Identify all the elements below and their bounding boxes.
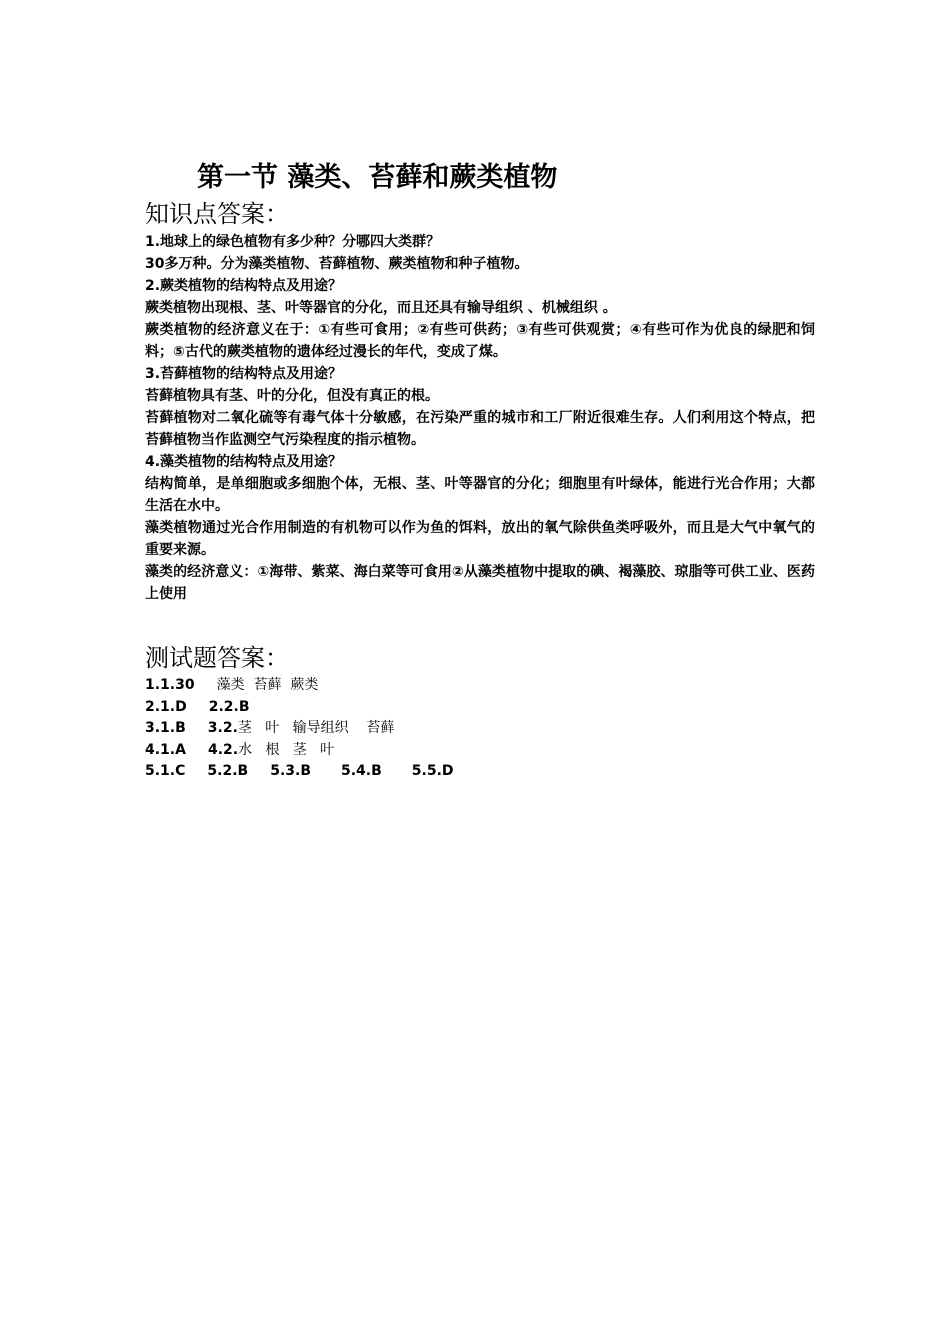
question-1: 1.地球上的绿色植物有多少种？分哪四大类群？ bbox=[145, 234, 441, 250]
test-answer-4-1: 4.1.A bbox=[145, 741, 186, 758]
test-answer-row-1 bbox=[145, 675, 815, 697]
test-answer-3-2-text: 茎 叶 输导组织 苔藓 bbox=[237, 720, 395, 736]
test-answer-4-2-text: 水 根 茎 叶 bbox=[238, 741, 335, 758]
question-4: 4.藻类植物的结构特点及用途？ bbox=[145, 454, 343, 470]
test-heading: 测试题答案： bbox=[145, 644, 289, 672]
test-answer-5-2: 5.2.B bbox=[207, 763, 249, 779]
answer-1: 30多万种。分为藻类植物、苔藓植物、蕨类植物和种子植物。 bbox=[145, 256, 529, 272]
answer-3-usage: 苔藓植物对二氧化硫等有毒气体十分敏感，在污染严重的城市和工厂附近很难生存。人们利用这个特点，把苔藓植物当作监测空气污染程度的指示植物。 bbox=[145, 410, 815, 448]
knowledge-heading: 知识点答案： bbox=[145, 200, 289, 228]
test-section bbox=[145, 642, 815, 783]
test-answer-5-4: 5.4.B bbox=[341, 763, 382, 779]
question-3: 3.苔藓植物的结构特点及用途？ bbox=[145, 366, 343, 382]
test-answer-5-1: 5.1.C bbox=[145, 763, 186, 779]
answer-2-structure: 蕨类植物出现根、茎、叶等器官的分化，而且还具有输导组织 、机械组织 。 bbox=[145, 300, 617, 316]
answer-4-structure: 结构简单，是单细胞或多细胞个体，无根、茎、叶等器官的分化；细胞里有叶绿体，能进行光合作用；大都生活在水中。 bbox=[145, 476, 815, 514]
test-answer-5-3: 5.3.B bbox=[270, 763, 311, 779]
answer-4-oxygen: 藻类植物通过光合作用制造的有机物可以作为鱼的饵料，放出的氧气除供鱼类呼吸外，而且是大气中氧气的重要来源。 bbox=[145, 520, 815, 558]
answer-4-economic: 藻类的经济意义：①海带、紫菜、海白菜等可食用②从藻类植物中提取的碘、褐藻胶、琼脂等可供工业、医药上使用 bbox=[145, 564, 815, 602]
test-answer-row-3 bbox=[145, 718, 815, 740]
test-answer-1-1-text: 藻类 苔藓 蕨类 bbox=[216, 677, 319, 693]
test-answer-3-1: 3.1.B bbox=[145, 720, 186, 736]
knowledge-section bbox=[145, 198, 815, 605]
test-answer-5-5: 5.5.D bbox=[411, 763, 454, 779]
test-answer-4-2: 4.2. bbox=[207, 741, 239, 758]
answer-2-economic: 蕨类植物的经济意义在于：①有些可食用；②有些可供药；③有些可供观赏；④有些可作为优良的绿肥和饲料；⑤古代的蕨类植物的遗体经过漫长的年代，变成了煤。 bbox=[145, 322, 815, 360]
test-answer-row-4 bbox=[145, 740, 815, 762]
question-2: 2.蕨类植物的结构特点及用途？ bbox=[145, 278, 343, 294]
test-answer-row-2 bbox=[145, 697, 815, 719]
answer-3-structure: 苔藓植物具有茎、叶的分化，但没有真正的根。 bbox=[145, 388, 439, 404]
test-answer-3-2: 3.2. bbox=[207, 720, 238, 736]
test-answer-2-1: 2.1.D bbox=[145, 698, 187, 715]
test-answer-1-1: 1.1.30 bbox=[145, 677, 195, 693]
test-answer-row-5 bbox=[145, 761, 815, 783]
document-title: 第一节 藻类、苔藓和蕨类植物 bbox=[197, 162, 558, 193]
test-answer-2-2: 2.2.B bbox=[208, 698, 250, 715]
